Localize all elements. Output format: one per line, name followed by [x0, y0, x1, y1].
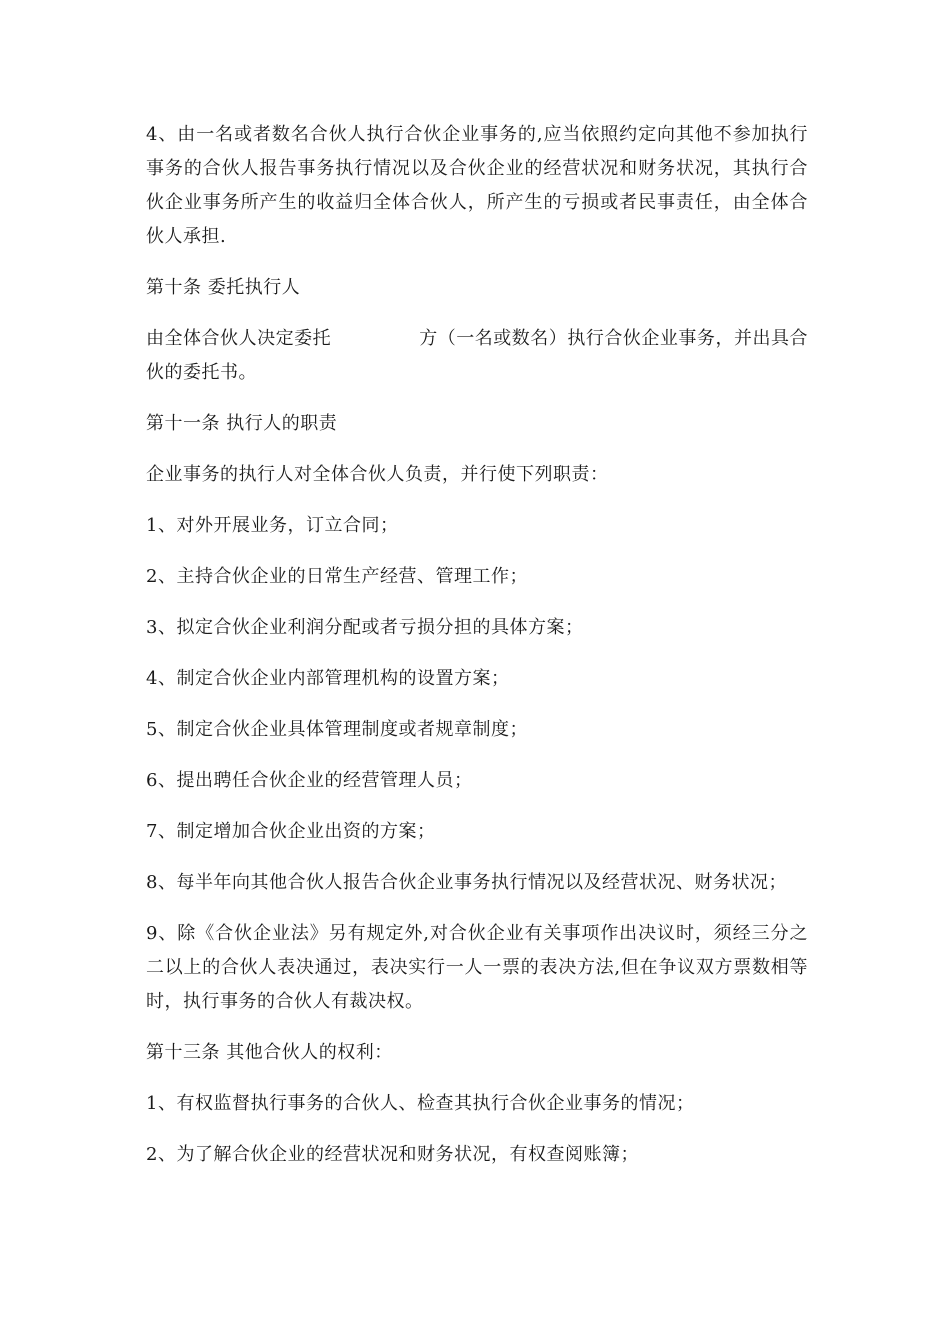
list-item: 1、对外开展业务，订立合同； [146, 515, 399, 536]
entrust-text-before: 由全体合伙人决定委托 [146, 328, 332, 349]
article-heading: 第十一条 执行人的职责 [146, 413, 338, 434]
entrust-paragraph [146, 322, 808, 390]
list-item: 2、主持合伙企业的日常生产经营、管理工作； [146, 566, 528, 587]
list-item: 6、提出聘任合伙企业的经营管理人员； [146, 770, 473, 791]
list-item: 9、除《合伙企业法》另有规定外,对合伙企业有关事项作出决议时，须经三分之二以上的合伙人表决通过，表决实行一人一票的表决方法,但在争议双方票数相等时，执行事务的合伙人有裁决权。 [146, 923, 808, 1012]
list-item: 3、拟定合伙企业利润分配或者亏损分担的具体方案； [146, 617, 584, 638]
list-item: 1、有权监督执行事务的合伙人、检查其执行合伙企业事务的情况； [146, 1093, 695, 1114]
document-page [146, 118, 808, 1189]
entrust-text-after: 方（一名或数名）执行合伙企业事务，并出具合伙的委托书。 [146, 328, 809, 383]
clause-paragraph: 4、由一名或者数名合伙人执行合伙企业事务的,应当依照约定向其他不参加执行事务的合伙人报告事务执行情况以及合伙企业的经营状况和财务状况，其执行合伙企业事务所产生的收益归全体合伙人，所产生的亏损或者民事责任，由全体合伙人承担. [146, 124, 808, 247]
article-heading: 第十三条 其他合伙人的权利： [146, 1042, 393, 1063]
list-item: 2、为了解合伙企业的经营状况和财务状况，有权查阅账簿； [146, 1144, 639, 1165]
list-item: 4、制定合伙企业内部管理机构的设置方案； [146, 668, 510, 689]
clause-paragraph: 企业事务的执行人对全体合伙人负责，并行使下列职责： [146, 464, 609, 485]
list-item: 8、每半年向其他合伙人报告合伙企业事务执行情况以及经营状况、财务状况； [146, 872, 787, 893]
list-item: 7、制定增加合伙企业出资的方案； [146, 821, 436, 842]
list-item: 5、制定合伙企业具体管理制度或者规章制度； [146, 719, 528, 740]
article-heading: 第十条 委托执行人 [146, 277, 301, 298]
